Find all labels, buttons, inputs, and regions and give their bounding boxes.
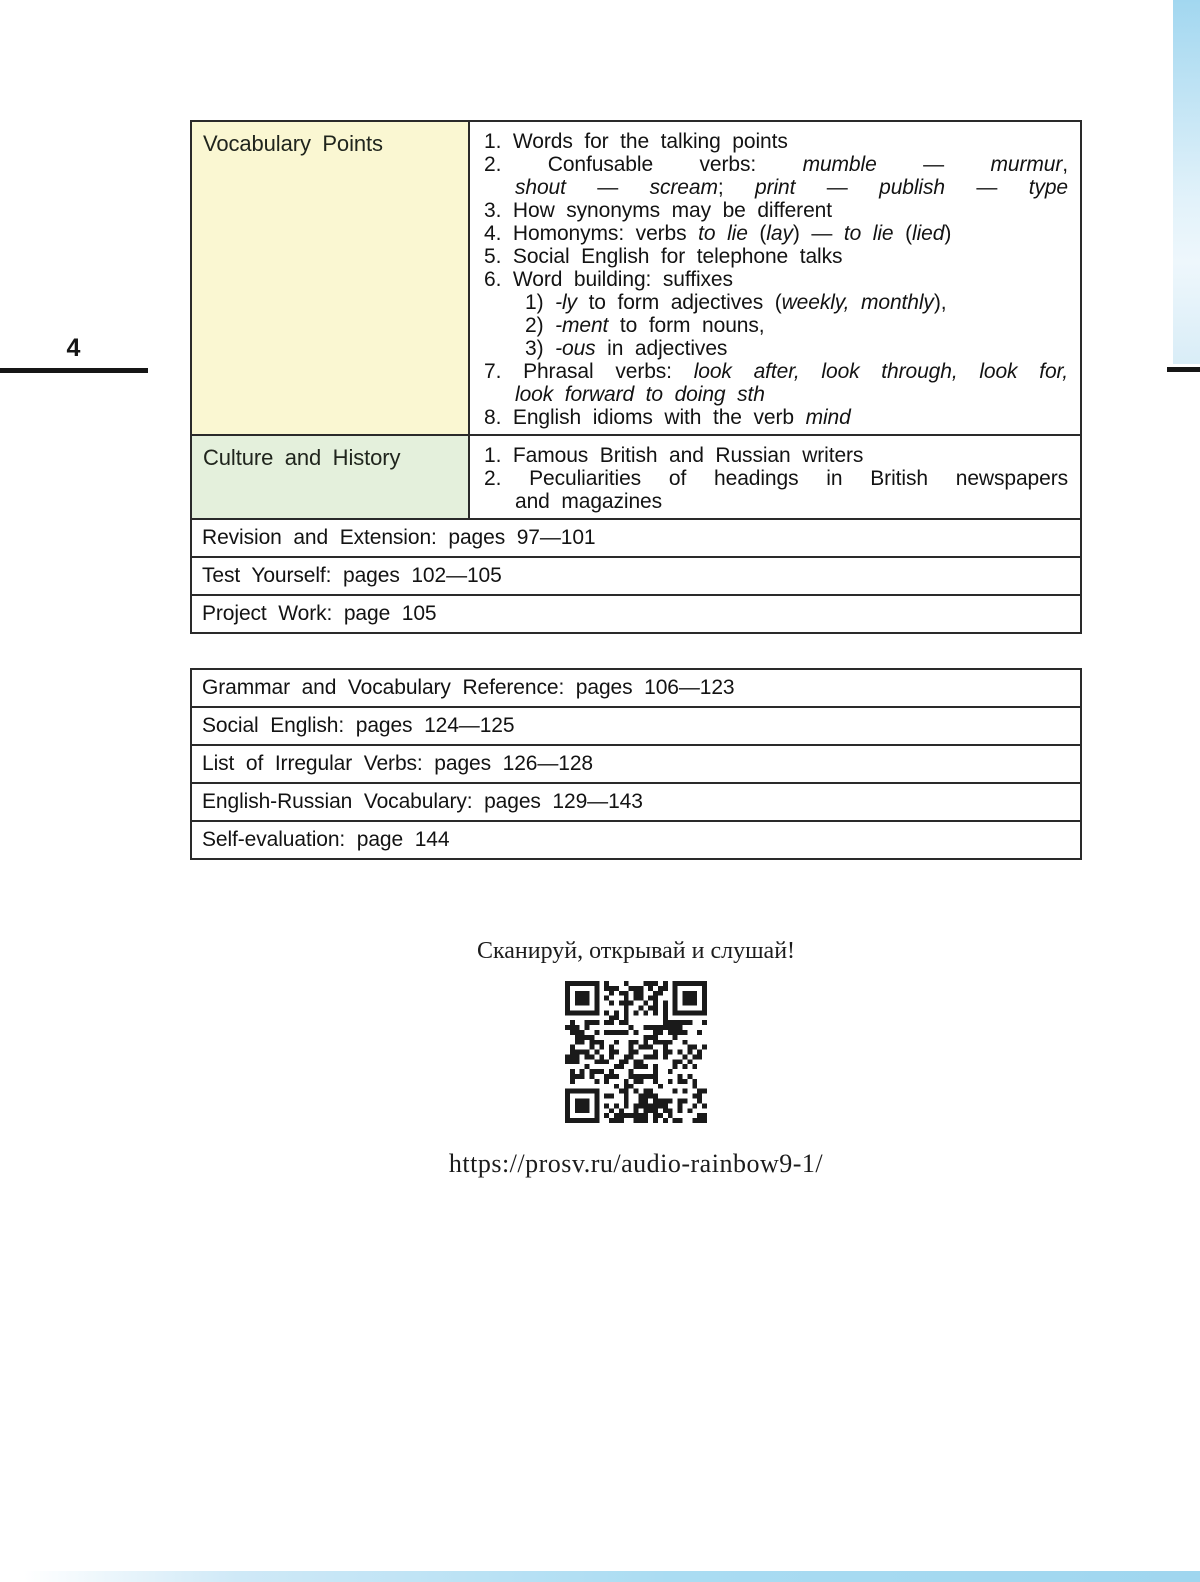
page-number: 4 [66, 334, 82, 362]
page-bottom-decoration [24, 1571, 1200, 1582]
table-row: Social English: pages 124—125 [192, 706, 1080, 744]
qr-code [565, 981, 707, 1123]
content-line: 7. Phrasal verbs: look after, look through, look for, [484, 360, 1068, 383]
content-line: 6. Word building: suffixes [484, 268, 733, 291]
table-row: English-Russian Vocabulary: pages 129—143 [192, 782, 1080, 820]
culture-history-content [470, 436, 1080, 518]
content-line: shout — scream; print — publish — type [515, 176, 1068, 199]
table-row: Project Work: page 105 [192, 594, 1080, 632]
content-line: 4. Homonyms: verbs to lie (lay) — to lie (lied) [484, 222, 952, 245]
unit-contents-table [190, 120, 1082, 634]
page-edge-rule [1167, 367, 1200, 372]
content-line: 2) -ment to form nouns, [525, 314, 765, 337]
content-line: 1) -ly to form adjectives (weekly, monthly), [525, 291, 947, 314]
content-line: 1. Famous British and Russian writers [484, 444, 864, 467]
table-row: Revision and Extension: pages 97—101 [192, 518, 1080, 556]
audio-scan-block [190, 938, 1082, 1179]
content-line: 8. English idioms with the verb mind [484, 406, 851, 429]
page-number-rule [0, 368, 148, 373]
content-line: look forward to doing sth [515, 383, 765, 406]
vocabulary-points-label: Vocabulary Points [192, 122, 470, 434]
table-row: Grammar and Vocabulary Reference: pages 106—123 [202, 676, 735, 699]
table-row: Test Yourself: pages 102—105 [192, 556, 1080, 594]
audio-link-text: https://prosv.ru/audio-rainbow9-1/ [448, 1149, 824, 1178]
content-line: 2. Peculiarities of headings in British newspapers [484, 467, 1068, 490]
content-line: 1. Words for the talking points [484, 130, 788, 153]
reference-table [190, 668, 1082, 860]
table-row: List of Irregular Verbs: pages 126—128 [192, 744, 1080, 782]
page-edge-decoration [1173, 0, 1200, 364]
vocabulary-section-row [192, 122, 1080, 434]
table-row: Self-evaluation: page 144 [192, 820, 1080, 858]
culture-history-label: Culture and History [192, 436, 470, 518]
content-line: and magazines [515, 490, 663, 513]
content-line: 2. Confusable verbs: mumble — murmur, [484, 153, 1068, 176]
vocabulary-points-content [470, 122, 1080, 434]
content-line: 3. How synonyms may be different [484, 199, 832, 222]
content-line: 5. Social English for telephone talks [484, 245, 843, 268]
culture-section-row [192, 434, 1080, 518]
content-line: 3) -ous in adjectives [525, 337, 728, 360]
scan-caption: Сканируй, открывай и слушай! [476, 938, 796, 964]
